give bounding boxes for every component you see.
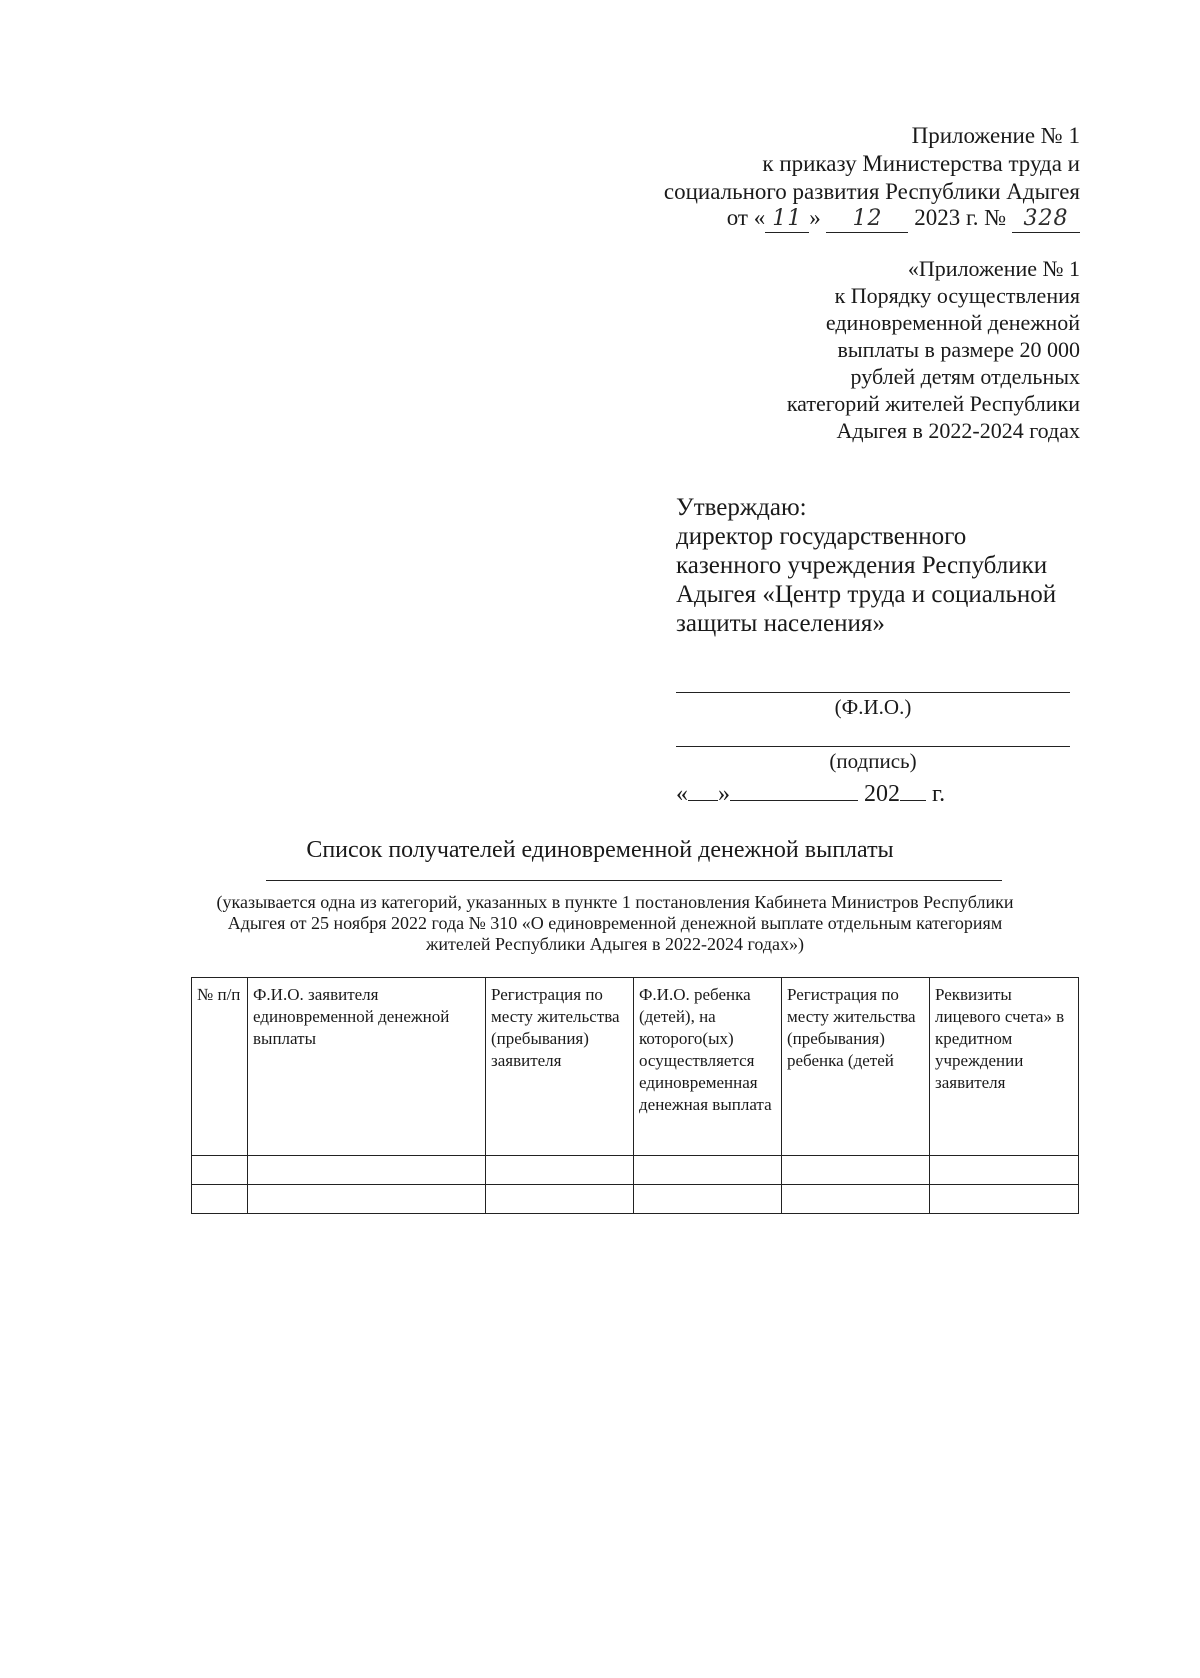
approval-line: Адыгея «Центр труда и социальной [676, 581, 1057, 608]
table-cell [486, 1156, 634, 1185]
name-blank-line [676, 692, 1070, 693]
approval-line: защиты населения» [676, 610, 885, 637]
table-cell [634, 1156, 782, 1185]
table-row [192, 1185, 1079, 1214]
approval-heading: Утверждаю: [676, 494, 807, 521]
name-caption: (Ф.И.О.) [834, 695, 912, 719]
table-row [192, 1156, 1079, 1185]
procedure-appendix-line: Адыгея в 2022-2024 годах [836, 418, 1080, 443]
order-date-line [727, 206, 1080, 233]
header-child-name: Ф.И.О. ребенка (детей), на которого(ых) осуществляется единовременная денежная выплата [634, 978, 782, 1156]
order-year-text: 2023 г. № [914, 205, 1007, 230]
order-month-handwritten: 12 [826, 208, 908, 233]
procedure-appendix-line: к Порядку осуществления [834, 283, 1080, 308]
procedure-appendix-line: выплаты в размере 20 000 [837, 337, 1080, 362]
category-note-line: (указывается одна из категорий, указанных в пункте 1 постановления Кабинета Министров Республики [216, 892, 1014, 912]
table-cell [248, 1185, 486, 1214]
procedure-appendix-line: рублей детям отдельных [850, 364, 1080, 389]
header-child-registration: Регистрация по месту жительства (пребывания) ребенка (детей [782, 978, 930, 1156]
order-appendix-line: к приказу Министерства труда и [762, 151, 1080, 176]
table-cell [930, 1185, 1079, 1214]
signature-blank-line [676, 746, 1070, 747]
category-note [150, 892, 1080, 955]
table-header-row [192, 978, 1079, 1156]
approval-line: директор государственного [676, 523, 967, 550]
date-year-blank [900, 780, 926, 801]
order-appendix-line: социального развития Республики Адыгея [663, 179, 1080, 204]
header-account-details: Реквизиты лицевого счета» в кредитном учреждении заявителя [930, 978, 1079, 1156]
table-cell [192, 1185, 248, 1214]
table-cell [782, 1185, 930, 1214]
recipients-table [191, 977, 1079, 1214]
order-appendix-title: Приложение № 1 [911, 123, 1080, 148]
header-applicant-name: Ф.И.О. заявителя единовременной денежной выплаты [248, 978, 486, 1156]
date-open-quote: « [676, 781, 688, 807]
order-date-prefix: от « [726, 205, 766, 230]
table-cell [634, 1185, 782, 1214]
table-cell [192, 1156, 248, 1185]
table-cell [248, 1156, 486, 1185]
date-day-blank [688, 780, 718, 801]
table-cell [486, 1185, 634, 1214]
category-note-line: жителей Республики Адыгея в 2022-2024 годах») [425, 934, 805, 954]
category-note-line: Адыгея от 25 ноября 2022 года № 310 «О единовременной денежной выплате отдельным категориям [227, 913, 1003, 933]
list-title: Список получателей единовременной денежной выплаты [306, 837, 894, 863]
approval-date-line [676, 780, 945, 806]
procedure-appendix-line: «Приложение № 1 [907, 256, 1080, 281]
signature-caption: (подпись) [829, 749, 917, 773]
category-blank-line [266, 880, 1002, 881]
table-cell [930, 1156, 1079, 1185]
table-cell [782, 1156, 930, 1185]
order-day-close: » [809, 205, 821, 230]
date-year: 202 [864, 781, 900, 807]
order-number-handwritten: 328 [1012, 208, 1080, 233]
date-suffix: г. [932, 781, 946, 807]
header-number: № п/п [192, 978, 248, 1156]
approval-line: казенного учреждения Республики [676, 552, 1048, 579]
procedure-appendix-line: единовременной денежной [825, 310, 1080, 335]
date-month-blank [730, 780, 858, 801]
header-applicant-registration: Регистрация по месту жительства (пребывания) заявителя [486, 978, 634, 1156]
date-close-quote: » [718, 781, 730, 807]
order-day-handwritten: 11 [765, 208, 809, 233]
procedure-appendix-line: категорий жителей Республики [786, 391, 1080, 416]
